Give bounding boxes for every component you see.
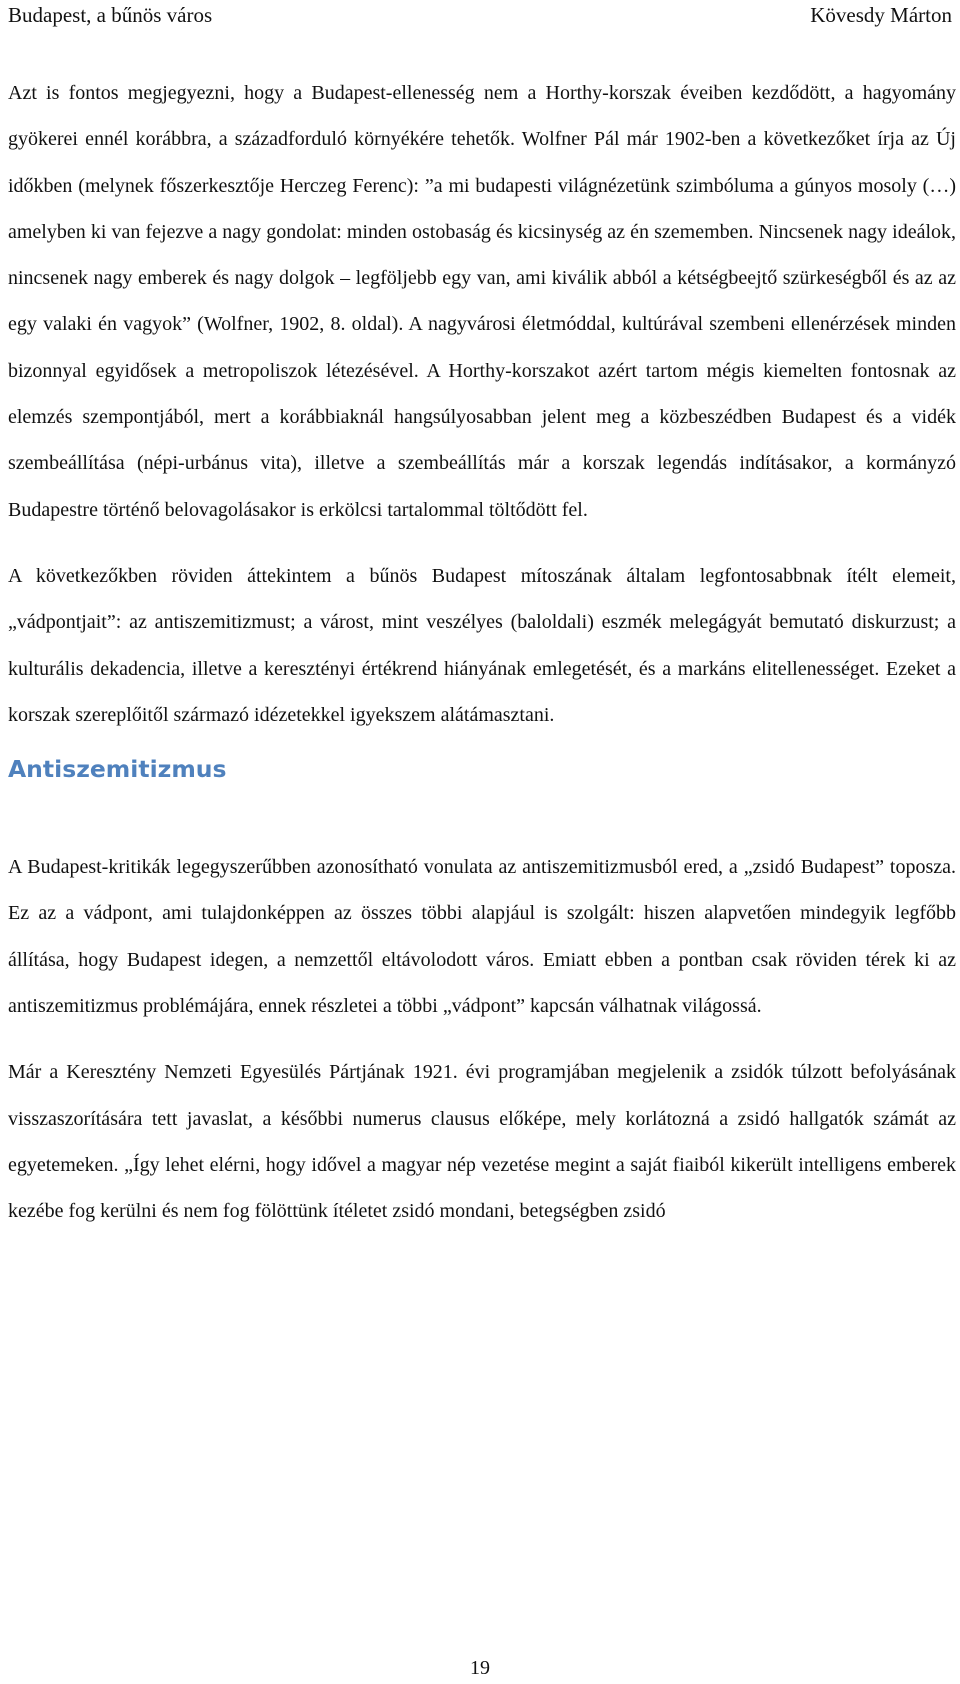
page-number: 19 <box>470 1657 490 1679</box>
document-body <box>8 70 956 1235</box>
section-heading: Antiszemitizmus <box>8 755 227 784</box>
paragraph-vadpontok: A következőkben röviden áttekintem a bűnös Budapest mítoszának általam legfontosabbnak ítélt elemeit, „vádpontjait”: az antiszemitizmust; a várost, mint veszélyes (baloldali) eszmék melegágyát bemutató diskurzust; a kulturális dekadencia, illetve a keresztényi értékrend hiányának emlegetését, és a markáns elitellenességet. Ezeket a korszak szereplőitől származó idézetekkel igyekszem alátámasztani. <box>8 564 956 726</box>
page-header <box>0 0 960 34</box>
paragraph-zsido-budapest: A Budapest-kritikák legegyszerűbben azonosítható vonulata az antiszemitizmusból ered, a „zsidó Budapest” toposza. Ez az a vádpont, ami tulajdonképpen az összes többi alapjául is szolgált: hiszen alapvetően mindegyik legfőbb állítása, hogy Budapest idegen, a nemzettől eltávolodott város. Emiatt ebben a pontban csak röviden térek ki az antiszemitizmus problémájára, ennek részletei a többi „vádpont” kapcsán válhatnak világossá. <box>8 856 956 1018</box>
header-author: Kövesdy Márton <box>810 3 952 27</box>
paragraph-numerus-clausus: Már a Keresztény Nemzeti Egyesülés Pártjának 1921. évi programjában megjelenik a zsidók túlzott befolyásának visszaszorítására tett javaslat, a későbbi numerus clausus előképe, mely korlátozná a zsidó hallgatók számát az egyetemeken. „Így lehet elérni, hogy idővel a magyar nép vezetése megint a saját fiaiból kikerült intelligens emberek kezébe fog kerülni és nem fog fölöttünk ítéletet zsidó mondani, betegségben zsidó <box>8 1061 956 1223</box>
header-title: Budapest, a bűnös város <box>8 3 213 27</box>
paragraph-budapest-ellenesseg: Azt is fontos megjegyezni, hogy a Budapest-ellenesség nem a Horthy-korszak éveiben kezdődött, a hagyomány gyökerei ennél korábbra, a századforduló környékére tehetők. Wolfner Pál már 1902-ben a következőket írja az Új időkben (melynek főszerkesztője Herczeg Ferenc): ”a mi budapesti világnézetünk szimbóluma a gúnyos mosoly (…) amelyben ki van fejezve a nagy gondolat: minden ostobaság és kicsinység az én szememben. Nincsenek nagy ideálok, nincsenek nagy emberek és nagy dolgok – legföljebb egy van, ami kiválik abból a kétségbeejtő szürkeségből és az az egy valaki én vagyok” (Wolfner, 1902, 8. oldal). A nagyvárosi életmóddal, kultúrával szembeni ellenérzések minden bizonnyal egyidősek a metropoliszok létezésével. A Horthy-korszakot azért tartom mégis kiemelten fontosnak az elemzés szempontjából, mert a korábbiaknál hangsúlyosabban jelent meg a közbeszédben Budapest és a vidék szembeállítása (népi-urbánus vita), illetve a szembeállítás már a korszak legendás indításakor, a kormányzó Budapestre történő belovagolásakor is erkölcsi tartalommal töltődött fel. <box>8 82 956 521</box>
